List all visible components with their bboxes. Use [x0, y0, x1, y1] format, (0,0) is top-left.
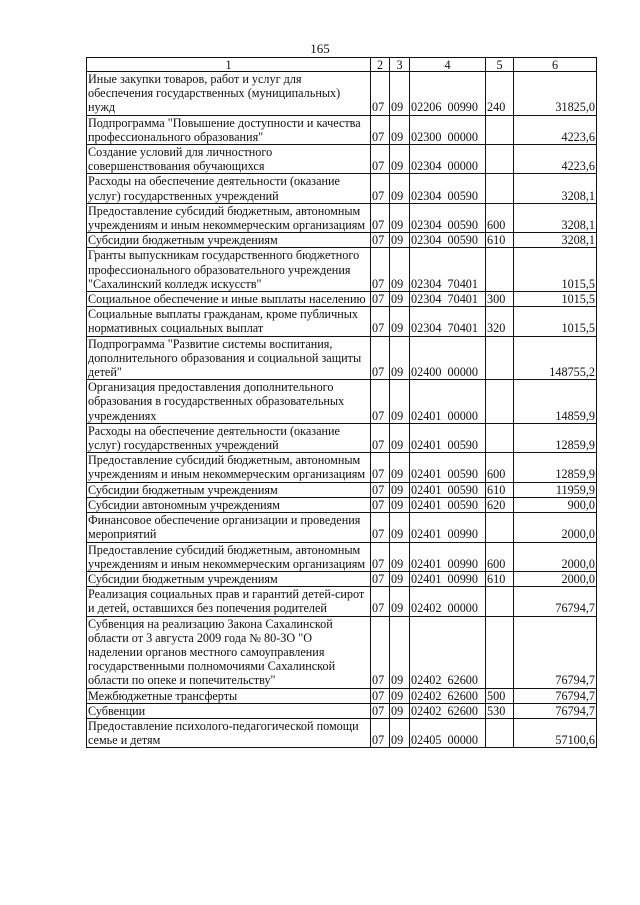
amount: 148755,2 — [514, 336, 597, 380]
row-name: Создание условий для личностного совершенствования обучающихся — [87, 145, 371, 174]
amount: 2000,0 — [514, 513, 597, 542]
row-name: Организация предоставления дополнительного образования в государственных образовательных учреждениях — [87, 380, 371, 424]
column-header: 5 — [486, 58, 514, 72]
target-article-code: 02300 00000 — [410, 115, 486, 144]
target-article-code: 02402 62600 — [410, 703, 486, 718]
table-row — [87, 336, 597, 380]
table-header-row — [87, 58, 597, 72]
expense-type-code — [486, 145, 514, 174]
row-name: Социальное обеспечение и иные выплаты населению — [87, 292, 371, 307]
section-code: 07 — [371, 616, 390, 688]
subsection-code: 09 — [390, 115, 410, 144]
table-row — [87, 248, 597, 292]
subsection-code: 09 — [390, 453, 410, 482]
subsection-code: 09 — [390, 513, 410, 542]
target-article-code: 02400 00000 — [410, 336, 486, 380]
table-row — [87, 380, 597, 424]
target-article-code: 02401 00590 — [410, 497, 486, 512]
row-name: Гранты выпускникам государственного бюджетного профессионального образовательного учреждения "Сахалинский колледж искусств" — [87, 248, 371, 292]
row-name: Подпрограмма "Повышение доступности и качества профессионального образования" — [87, 115, 371, 144]
section-code: 07 — [371, 688, 390, 703]
row-name: Субвенции — [87, 703, 371, 718]
table-row — [87, 174, 597, 203]
subsection-code: 09 — [390, 482, 410, 497]
target-article-code: 02401 00990 — [410, 542, 486, 571]
amount: 4223,6 — [514, 145, 597, 174]
amount: 57100,6 — [514, 718, 597, 747]
subsection-code: 09 — [390, 616, 410, 688]
amount: 1015,5 — [514, 248, 597, 292]
column-header: 3 — [390, 58, 410, 72]
expense-type-code: 530 — [486, 703, 514, 718]
amount: 4223,6 — [514, 115, 597, 144]
target-article-code: 02401 00590 — [410, 453, 486, 482]
subsection-code: 09 — [390, 292, 410, 307]
expense-type-code: 500 — [486, 688, 514, 703]
expense-type-code: 610 — [486, 482, 514, 497]
row-name: Иные закупки товаров, работ и услуг для обеспечения государственных (муниципальных) нужд — [87, 72, 371, 116]
expense-type-code — [486, 248, 514, 292]
amount: 12859,9 — [514, 423, 597, 452]
table-row — [87, 145, 597, 174]
amount: 3208,1 — [514, 203, 597, 232]
table-body — [87, 72, 597, 748]
column-header: 2 — [371, 58, 390, 72]
target-article-code: 02402 62600 — [410, 616, 486, 688]
subsection-code: 09 — [390, 380, 410, 424]
expense-type-code: 600 — [486, 203, 514, 232]
target-article-code: 02304 70401 — [410, 307, 486, 336]
amount: 2000,0 — [514, 571, 597, 586]
row-name: Предоставление субсидий бюджетным, автономным учреждениям и иным некоммерческим организациям — [87, 453, 371, 482]
target-article-code: 02401 00000 — [410, 380, 486, 424]
expense-type-code — [486, 380, 514, 424]
section-code: 07 — [371, 453, 390, 482]
table-row — [87, 688, 597, 703]
expense-type-code: 610 — [486, 571, 514, 586]
expense-type-code: 620 — [486, 497, 514, 512]
table-row — [87, 513, 597, 542]
column-header: 6 — [514, 58, 597, 72]
section-code: 07 — [371, 174, 390, 203]
expense-type-code — [486, 336, 514, 380]
subsection-code: 09 — [390, 571, 410, 586]
section-code: 07 — [371, 145, 390, 174]
section-code: 07 — [371, 248, 390, 292]
row-name: Субсидии бюджетным учреждениям — [87, 482, 371, 497]
expense-type-code — [486, 115, 514, 144]
expense-type-code: 600 — [486, 542, 514, 571]
target-article-code: 02304 70401 — [410, 248, 486, 292]
subsection-code: 09 — [390, 233, 410, 248]
amount: 11959,9 — [514, 482, 597, 497]
row-name: Предоставление субсидий бюджетным, автономным учреждениям и иным некоммерческим организациям — [87, 542, 371, 571]
table-row — [87, 72, 597, 116]
expense-type-code: 610 — [486, 233, 514, 248]
subsection-code: 09 — [390, 542, 410, 571]
amount: 76794,7 — [514, 616, 597, 688]
section-code: 07 — [371, 482, 390, 497]
subsection-code: 09 — [390, 248, 410, 292]
section-code: 07 — [371, 513, 390, 542]
row-name: Расходы на обеспечение деятельности (оказание услуг) государственных учреждений — [87, 174, 371, 203]
amount: 14859,9 — [514, 380, 597, 424]
row-name: Предоставление субсидий бюджетным, автономным учреждениям и иным некоммерческим организациям — [87, 203, 371, 232]
subsection-code: 09 — [390, 703, 410, 718]
target-article-code: 02304 00590 — [410, 174, 486, 203]
column-header: 1 — [87, 58, 371, 72]
table-row — [87, 292, 597, 307]
row-name: Субвенция на реализацию Закона Сахалинской области от 3 августа 2009 года № 80-ЗО "О наделении органов местного самоуправления государственными полномочиями Сахалинской области по опеке и попечительству" — [87, 616, 371, 688]
row-name: Субсидии автономным учреждениям — [87, 497, 371, 512]
target-article-code: 02304 00590 — [410, 233, 486, 248]
expense-type-code — [486, 616, 514, 688]
expense-type-code: 300 — [486, 292, 514, 307]
table-row — [87, 423, 597, 452]
subsection-code: 09 — [390, 423, 410, 452]
target-article-code: 02401 00990 — [410, 513, 486, 542]
page-number: 165 — [310, 41, 330, 56]
row-name: Реализация социальных прав и гарантий детей-сирот и детей, оставшихся без попечения родителей — [87, 587, 371, 616]
row-name: Финансовое обеспечение организации и проведения мероприятий — [87, 513, 371, 542]
amount: 2000,0 — [514, 542, 597, 571]
target-article-code: 02304 70401 — [410, 292, 486, 307]
row-name: Межбюджетные трансферты — [87, 688, 371, 703]
table-row — [87, 453, 597, 482]
section-code: 07 — [371, 497, 390, 512]
subsection-code: 09 — [390, 72, 410, 116]
expense-type-code — [486, 423, 514, 452]
expense-type-code: 240 — [486, 72, 514, 116]
amount: 3208,1 — [514, 174, 597, 203]
row-name: Расходы на обеспечение деятельности (оказание услуг) государственных учреждений — [87, 423, 371, 452]
table-row — [87, 542, 597, 571]
subsection-code: 09 — [390, 145, 410, 174]
target-article-code: 02401 00590 — [410, 423, 486, 452]
row-name: Предоставление психолого-педагогической помощи семье и детям — [87, 718, 371, 747]
expense-type-code: 320 — [486, 307, 514, 336]
section-code: 07 — [371, 307, 390, 336]
table-row — [87, 718, 597, 747]
amount: 31825,0 — [514, 72, 597, 116]
table-row — [87, 115, 597, 144]
budget-table — [86, 57, 597, 748]
amount: 76794,7 — [514, 587, 597, 616]
table-row — [87, 703, 597, 718]
target-article-code: 02304 00590 — [410, 203, 486, 232]
expense-type-code — [486, 513, 514, 542]
target-article-code: 02401 00990 — [410, 571, 486, 586]
subsection-code: 09 — [390, 203, 410, 232]
table-row — [87, 587, 597, 616]
section-code: 07 — [371, 72, 390, 116]
section-code: 07 — [371, 336, 390, 380]
table-row — [87, 307, 597, 336]
amount: 1015,5 — [514, 307, 597, 336]
amount: 76794,7 — [514, 688, 597, 703]
expense-type-code: 600 — [486, 453, 514, 482]
amount: 76794,7 — [514, 703, 597, 718]
target-article-code: 02206 00990 — [410, 72, 486, 116]
section-code: 07 — [371, 587, 390, 616]
target-article-code: 02405 00000 — [410, 718, 486, 747]
target-article-code: 02402 62600 — [410, 688, 486, 703]
table-row — [87, 497, 597, 512]
section-code: 07 — [371, 115, 390, 144]
section-code: 07 — [371, 542, 390, 571]
subsection-code: 09 — [390, 688, 410, 703]
row-name: Субсидии бюджетным учреждениям — [87, 233, 371, 248]
subsection-code: 09 — [390, 587, 410, 616]
column-header: 4 — [410, 58, 486, 72]
section-code: 07 — [371, 718, 390, 747]
section-code: 07 — [371, 423, 390, 452]
expense-type-code — [486, 718, 514, 747]
row-name: Подпрограмма "Развитие системы воспитания, дополнительного образования и социальной защиты детей" — [87, 336, 371, 380]
section-code: 07 — [371, 203, 390, 232]
section-code: 07 — [371, 233, 390, 248]
subsection-code: 09 — [390, 336, 410, 380]
row-name: Субсидии бюджетным учреждениям — [87, 571, 371, 586]
amount: 12859,9 — [514, 453, 597, 482]
table-row — [87, 571, 597, 586]
target-article-code: 02402 00000 — [410, 587, 486, 616]
subsection-code: 09 — [390, 497, 410, 512]
table-row — [87, 482, 597, 497]
subsection-code: 09 — [390, 307, 410, 336]
table-row — [87, 203, 597, 232]
table-row — [87, 616, 597, 688]
subsection-code: 09 — [390, 718, 410, 747]
section-code: 07 — [371, 292, 390, 307]
target-article-code: 02401 00590 — [410, 482, 486, 497]
section-code: 07 — [371, 380, 390, 424]
expense-type-code — [486, 587, 514, 616]
section-code: 07 — [371, 703, 390, 718]
target-article-code: 02304 00000 — [410, 145, 486, 174]
section-code: 07 — [371, 571, 390, 586]
row-name: Социальные выплаты гражданам, кроме публичных нормативных социальных выплат — [87, 307, 371, 336]
subsection-code: 09 — [390, 174, 410, 203]
table-row — [87, 233, 597, 248]
amount: 900,0 — [514, 497, 597, 512]
amount: 1015,5 — [514, 292, 597, 307]
amount: 3208,1 — [514, 233, 597, 248]
expense-type-code — [486, 174, 514, 203]
